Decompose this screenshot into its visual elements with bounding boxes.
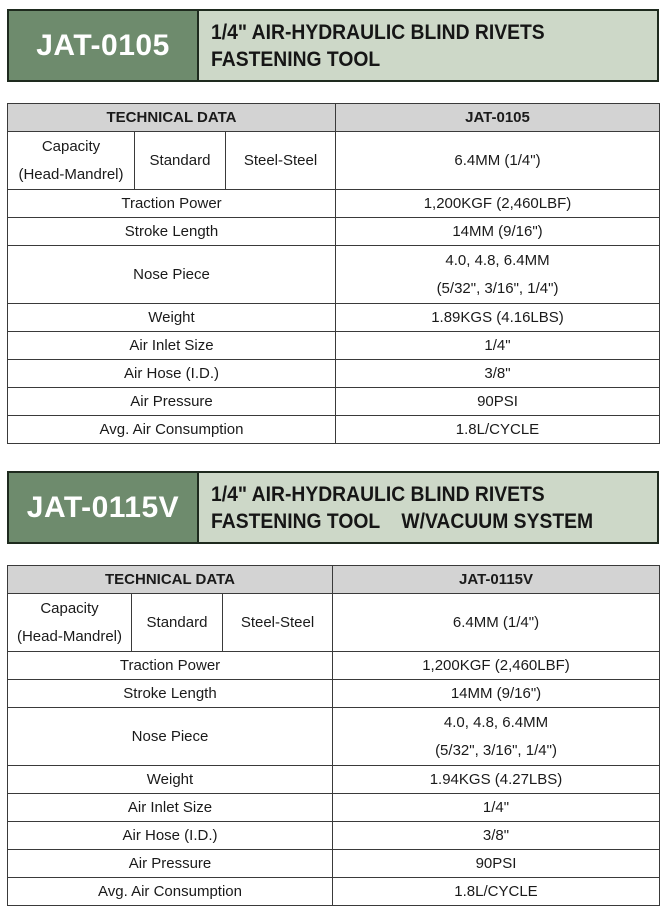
consumption-value: 1.8L/CYCLE (336, 416, 660, 444)
technical-data-table (7, 103, 660, 444)
capacity-label-line-2: (Head-Mandrel) (16, 627, 123, 645)
table-row-nose-piece (8, 246, 660, 304)
nose-value-line-1: 4.0, 4.8, 6.4MM (445, 251, 550, 269)
table-row-hose (8, 822, 660, 850)
stroke-label: Stroke Length (8, 680, 333, 708)
capacity-material: Steel-Steel (223, 594, 333, 652)
capacity-label-line-2: (Head-Mandrel) (18, 165, 124, 183)
capacity-label-line-1: Capacity (40, 599, 99, 617)
product-title-line-2: FASTENING TOOL W/VACUUM SYSTEM (211, 509, 594, 533)
table-row-weight (8, 304, 660, 332)
consumption-label: Avg. Air Consumption (8, 416, 336, 444)
capacity-value: 6.4MM (1/4") (333, 594, 660, 652)
table-row-nose-piece (8, 708, 660, 766)
weight-label: Weight (8, 304, 336, 332)
product-title-line-2: FASTENING TOOL (211, 47, 381, 71)
pressure-label: Air Pressure (8, 388, 336, 416)
weight-value: 1.94KGS (4.27LBS) (333, 766, 660, 794)
table-row-consumption (8, 878, 660, 906)
capacity-label (8, 594, 132, 652)
weight-label: Weight (8, 766, 333, 794)
table-row-weight (8, 766, 660, 794)
table-row-inlet (8, 332, 660, 360)
model-number: JAT-0115V (9, 473, 199, 542)
capacity-value: 6.4MM (1/4") (336, 132, 660, 190)
pressure-value: 90PSI (333, 850, 660, 878)
nose-value-line-1: 4.0, 4.8, 6.4MM (443, 713, 549, 731)
header-model: JAT-0115V (333, 566, 660, 594)
pressure-label: Air Pressure (8, 850, 333, 878)
table-row-consumption (8, 416, 660, 444)
technical-data-table (7, 565, 660, 906)
pressure-value: 90PSI (336, 388, 660, 416)
table-row-capacity (8, 132, 660, 190)
table-row-traction (8, 652, 660, 680)
traction-label: Traction Power (8, 190, 336, 218)
stroke-value: 14MM (9/16") (336, 218, 660, 246)
capacity-standard: Standard (132, 594, 223, 652)
traction-label: Traction Power (8, 652, 333, 680)
product-header (7, 471, 659, 544)
table-row-stroke (8, 680, 660, 708)
table-header-row (8, 566, 660, 594)
table-row-stroke (8, 218, 660, 246)
consumption-label: Avg. Air Consumption (8, 878, 333, 906)
capacity-label-line-1: Capacity (41, 137, 101, 155)
table-row-traction (8, 190, 660, 218)
consumption-value: 1.8L/CYCLE (333, 878, 660, 906)
nose-value-line-2: (5/32", 3/16", 1/4") (435, 741, 557, 759)
table-row-capacity (8, 594, 660, 652)
capacity-standard: Standard (135, 132, 226, 190)
header-technical-data: TECHNICAL DATA (8, 104, 336, 132)
stroke-label: Stroke Length (8, 218, 336, 246)
header-model: JAT-0105 (336, 104, 660, 132)
product-title-line-1: 1/4" AIR-HYDRAULIC BLIND RIVETS (211, 482, 545, 506)
hose-label: Air Hose (I.D.) (8, 360, 336, 388)
table-row-hose (8, 360, 660, 388)
model-number: JAT-0105 (9, 11, 199, 80)
capacity-material: Steel-Steel (226, 132, 336, 190)
table-row-pressure (8, 850, 660, 878)
inlet-label: Air Inlet Size (8, 794, 333, 822)
hose-value: 3/8" (336, 360, 660, 388)
table-row-inlet (8, 794, 660, 822)
product-title (199, 11, 657, 80)
capacity-label (8, 132, 135, 190)
product-header (7, 9, 659, 82)
table-header-row (8, 104, 660, 132)
nose-value (333, 708, 660, 766)
weight-value: 1.89KGS (4.16LBS) (336, 304, 660, 332)
hose-value: 3/8" (333, 822, 660, 850)
inlet-value: 1/4" (336, 332, 660, 360)
header-technical-data: TECHNICAL DATA (8, 566, 333, 594)
traction-value: 1,200KGF (2,460LBF) (336, 190, 660, 218)
product-title (199, 473, 657, 542)
nose-value-line-2: (5/32", 3/16", 1/4") (436, 279, 559, 297)
traction-value: 1,200KGF (2,460LBF) (333, 652, 660, 680)
stroke-value: 14MM (9/16") (333, 680, 660, 708)
inlet-label: Air Inlet Size (8, 332, 336, 360)
nose-label: Nose Piece (8, 708, 333, 766)
inlet-value: 1/4" (333, 794, 660, 822)
nose-label: Nose Piece (8, 246, 336, 304)
table-row-pressure (8, 388, 660, 416)
nose-value (336, 246, 660, 304)
hose-label: Air Hose (I.D.) (8, 822, 333, 850)
product-title-line-1: 1/4" AIR-HYDRAULIC BLIND RIVETS (211, 20, 545, 44)
